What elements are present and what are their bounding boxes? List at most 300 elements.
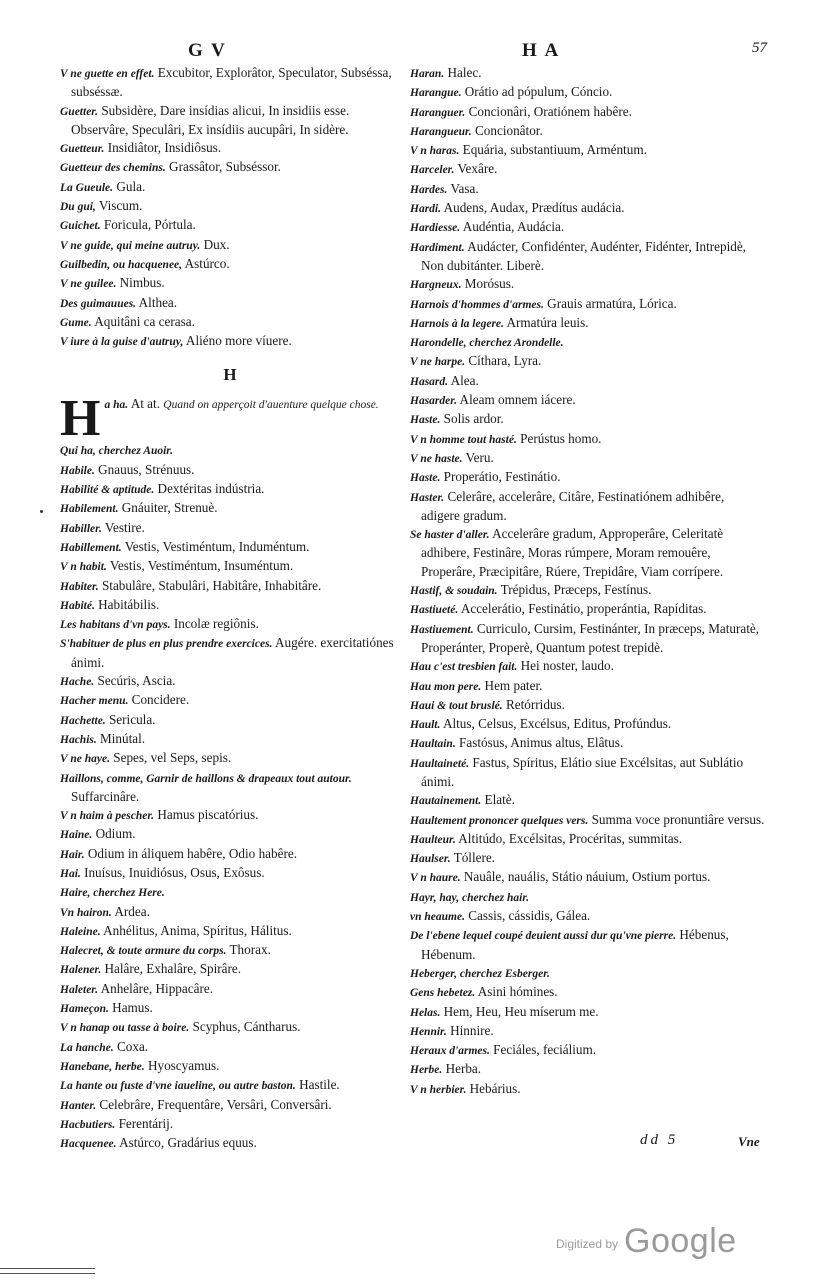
dictionary-entry [60, 1096, 400, 1115]
dropcap-letter: H [60, 390, 101, 448]
entry-definition: Grassâtor, Subséssor. [169, 159, 281, 175]
entry-headword: Haulteur. [410, 833, 456, 846]
entry-headword: Des guimauues. [60, 297, 137, 310]
dictionary-entry [60, 596, 400, 615]
entry-headword: Hardi. [410, 203, 441, 216]
entry-headword: Herbe. [410, 1064, 443, 1077]
dictionary-entry [60, 845, 400, 864]
entry-definition: Grauis armatúra, Lórica. [547, 295, 677, 311]
entry-headword: V ne haye. [60, 753, 110, 766]
dictionary-entry [60, 1018, 400, 1037]
left-column [60, 64, 400, 1153]
dictionary-entry [60, 519, 400, 538]
entry-headword: Gume. [60, 316, 92, 329]
entry-headword: Hautainement. [410, 795, 482, 808]
entry-definition: Cíthara, Lyra. [468, 353, 542, 369]
entry-definition: Dextéritas indústria. [157, 481, 265, 497]
entry-headword: V ne haste. [410, 452, 463, 465]
dictionary-entry [410, 811, 765, 830]
entry-definition: Ferentárij. [118, 1115, 174, 1131]
entry-definition: Gnáuiter, Strenuè. [121, 500, 218, 516]
entry-definition: Summa voce pronuntiâre versus. [591, 811, 765, 827]
entry-definition: Sericula. [108, 711, 156, 727]
entry-headword: Hasard. [410, 375, 449, 388]
dictionary-entry [60, 158, 400, 177]
entry-definition: Audácter, Confidénter, Audénter, Fidénter, Intrepidè, Non dubitánter. Liberè. [421, 238, 746, 273]
entry-headword: Hargneux. [410, 279, 462, 292]
dictionary-entry [60, 672, 400, 691]
entry-definition: Armatúra leuis. [506, 314, 589, 330]
dictionary-entry [60, 691, 400, 710]
dictionary-entry [410, 677, 765, 696]
dictionary-entry [410, 430, 765, 449]
dictionary-entry [410, 199, 765, 218]
entry-headword: Qui ha, cherchez Auoir. [60, 445, 174, 458]
entry-headword: Habillement. [60, 541, 122, 554]
entry-definition: Fastósus, Animus altus, Elâtus. [459, 735, 624, 751]
dictionary-entry [410, 141, 765, 160]
entry-headword: Halecret, & toute armure du corps. [60, 945, 227, 958]
dictionary-entry [410, 83, 765, 102]
dictionary-entry [410, 754, 765, 792]
section-heading-h: H [223, 365, 237, 385]
dictionary-entry [410, 600, 765, 619]
dictionary-entry [60, 480, 400, 499]
entry-headword: La Gueule. [60, 181, 114, 194]
dictionary-entry [410, 410, 765, 429]
dictionary-entry [60, 1076, 400, 1095]
entry-headword: Hache. [60, 676, 95, 689]
dictionary-entry [60, 922, 400, 941]
dictionary-entry [60, 730, 400, 749]
entry-headword: Heberger, cherchez Esberger. [410, 967, 550, 980]
dictionary-entry [410, 1060, 765, 1079]
digitized-watermark [556, 1222, 737, 1262]
entry-headword: Hastiueté. [410, 604, 459, 617]
dictionary-entry [410, 295, 765, 314]
entry-definition: Asini hómines. [477, 984, 558, 1000]
dictionary-entry [60, 941, 400, 960]
dictionary-entry [60, 999, 400, 1018]
entry-headword: Haire, cherchez Here. [60, 887, 165, 900]
dictionary-entry [410, 830, 765, 849]
dictionary-entry [410, 1022, 765, 1041]
dictionary-entry [60, 980, 400, 999]
entry-definition: Aleam omnem iácere. [459, 392, 576, 408]
entry-definition: Anhelâre, Hippacâre. [100, 980, 213, 996]
entry-definition: Celerâre, accelerâre, Citâre, Festinatiónem adhibêre, adigere gradum. [421, 488, 725, 523]
entry-note: Quand on apperçoit d'auenture quelque chose. [163, 399, 379, 412]
entry-headword: V iure à la guise d'autruy, [60, 336, 184, 349]
right-column [410, 64, 765, 1099]
entry-headword: V ne harpe. [410, 356, 466, 369]
dictionary-entry [60, 236, 400, 255]
entry-headword: Guetteur. [60, 143, 105, 156]
entry-headword: Harnois d'hommes d'armes. [410, 298, 544, 311]
entry-definition: Audéntia, Audácia. [462, 219, 565, 235]
entry-headword: Habile. [60, 464, 95, 477]
dictionary-entry [60, 499, 400, 518]
entry-headword: Haste. [410, 414, 441, 427]
entry-headword: Haster. [410, 491, 445, 504]
entry-definition: Cassis, cássidis, Gálea. [468, 908, 591, 924]
entry-definition: Augére. exercitatiónes ánimi. [71, 635, 394, 670]
entry-definition: Perústus homo. [520, 430, 602, 446]
entry-definition: Tóllere. [453, 850, 496, 866]
dictionary-entry [410, 488, 765, 526]
entry-headword: Hai. [60, 867, 81, 880]
entry-definition: Altus, Celsus, Excélsus, Editus, Profúndus. [442, 716, 672, 732]
entry-headword: Hastiuement. [410, 623, 474, 636]
entry-definition: Dux. [203, 236, 230, 252]
entry-headword: V n hanap ou tasse à boire. [60, 1022, 190, 1035]
entry-headword: Vn hairon. [60, 906, 112, 919]
entry-headword: Haultaineté. [410, 757, 470, 770]
entry-definition: Orátio ad pópulum, Cóncio. [464, 84, 613, 100]
entry-definition: Concionâri, Oratiónem habêre. [468, 103, 632, 119]
entry-headword: Helas. [410, 1006, 441, 1019]
dictionary-entry [60, 139, 400, 158]
entry-definition: Astúrco. [184, 255, 230, 271]
entry-definition: Anhélitus, Anima, Spíritus, Hálitus. [103, 922, 292, 938]
entry-definition: Altitúdo, Excélsitas, Procéritas, summitas. [458, 830, 683, 846]
dictionary-entry [60, 864, 400, 883]
entry-definition: Hem, Heu, Heu míserum me. [443, 1003, 599, 1019]
dictionary-entry [410, 581, 765, 600]
entry-definition: Suffarcinâre. [71, 788, 140, 804]
entry-headword: V ne guide, qui meine autruy. [60, 239, 201, 252]
entry-definition: Insidiâtor, Insidiôsus. [107, 140, 222, 156]
entry-headword: Se haster d'aller. [410, 529, 490, 542]
entry-definition: Astúrco, Gradárius equus. [119, 1135, 257, 1151]
entry-headword: Harceler. [410, 164, 455, 177]
dictionary-entry [60, 711, 400, 730]
entry-definition: Incolæ regiônis. [173, 616, 259, 632]
entry-headword: Haillons, comme, Garnir de haillons & drapeaux tout autour. [60, 772, 352, 785]
entry-definition: Vasa. [450, 180, 479, 196]
entry-headword: Hardiment. [410, 241, 465, 254]
entry-headword: Haleter. [60, 983, 99, 996]
entry-headword: V ne guette en effet. [60, 68, 155, 80]
entry-definition: Habitábilis. [98, 596, 160, 612]
entry-definition: Vexâre. [457, 161, 498, 177]
entry-headword: Hanter. [60, 1099, 97, 1112]
dictionary-entry [410, 372, 765, 391]
entry-definition: Halâre, Exhalâre, Spirâre. [104, 961, 242, 977]
entry-headword: Haine. [60, 829, 93, 842]
entry-definition: Thorax. [229, 942, 271, 958]
entry-definition: Scyphus, Cántharus. [192, 1019, 301, 1035]
entry-headword: Hacbutiers. [60, 1118, 116, 1131]
entry-headword: Halener. [60, 964, 102, 977]
ink-speck [40, 510, 43, 513]
entry-headword: Guetteur des chemins. [60, 162, 166, 175]
entry-definition: At at. [130, 396, 160, 412]
dictionary-entry [410, 525, 765, 581]
entry-definition: Odium. [95, 826, 136, 842]
entry-definition: Stabulâre, Stabulâri, Habitâre, Inhabitâre. [101, 577, 322, 593]
dictionary-entry [60, 178, 400, 197]
entry-headword: Hastif, & soudain. [410, 585, 498, 598]
entry-definition: Celebrâre, Frequentâre, Versâri, Conversâri. [99, 1096, 332, 1112]
entry-definition: Vestis, Vestiméntum, Induméntum. [124, 538, 310, 554]
entry-definition: Nauâle, nauális, Státio náuium, Ostium portus. [463, 869, 711, 885]
entry-definition: Minútal. [100, 730, 146, 746]
dictionary-entry [60, 274, 400, 293]
dictionary-entry [410, 983, 765, 1002]
entry-headword: Haultain. [410, 738, 456, 751]
dictionary-entry [60, 294, 400, 313]
entry-headword: Habité. [60, 599, 95, 612]
dictionary-entry [60, 1115, 400, 1134]
entry-definition: Alea. [450, 372, 479, 388]
entry-definition: Morósus. [464, 276, 515, 292]
entry-definition: Equária, substantiuum, Arméntum. [462, 142, 647, 158]
entry-headword: Haultement prononcer quelques vers. [410, 814, 589, 827]
dictionary-entry [410, 160, 765, 179]
page-number: 57 [752, 40, 767, 56]
dictionary-entry [60, 197, 400, 216]
entry-headword: S'habituer de plus en plus prendre exercices. [60, 638, 273, 651]
entry-headword: Hau mon pere. [410, 680, 482, 693]
entry-definition: Hastile. [299, 1077, 340, 1093]
dictionary-entry [60, 883, 400, 902]
entry-definition: Audens, Audax, Prædítus audácia. [443, 200, 625, 216]
dictionary-entry [60, 903, 400, 922]
left-column-h-entries [60, 441, 400, 1153]
dictionary-entry [410, 791, 765, 810]
dictionary-entry [60, 64, 400, 102]
entry-definition: Fastus, Spíritus, Elátio siue Excélsitas, aut Sublátio ánimi. [421, 754, 744, 789]
entry-headword: Hair. [60, 848, 85, 861]
entry-definition: Hamus piscatórius. [157, 807, 259, 823]
entry-headword: V n haim à pescher. [60, 810, 155, 823]
entry-definition: Concionâtor. [474, 122, 543, 138]
catchword: Vne [738, 1134, 760, 1149]
entry-headword: Hau c'est tresbien fait. [410, 661, 518, 674]
entry-headword: Guichet. [60, 220, 101, 233]
dictionary-entry [60, 255, 400, 274]
dictionary-entry [410, 620, 765, 658]
dictionary-entry [60, 577, 400, 596]
entry-definition: Hinnire. [450, 1022, 494, 1038]
entry-headword: V n haure. [410, 872, 461, 885]
entry-headword: Gens hebetez. [410, 987, 476, 1000]
entry-definition: Ardea. [114, 903, 150, 919]
dictionary-entry [410, 907, 765, 926]
entry-definition: Odium in áliquem habêre, Odio habêre. [87, 845, 298, 861]
dictionary-entry [410, 888, 765, 907]
dictionary-entry [60, 538, 400, 557]
entry-headword: Hardes. [410, 183, 448, 196]
entry-headword: Haste. [410, 472, 441, 485]
dictionary-entry [410, 352, 765, 371]
dictionary-entry [60, 769, 400, 807]
entry-headword: Harondelle, cherchez Arondelle. [410, 337, 564, 350]
entry-definition: Inuísus, Inuidiósus, Osus, Exôsus. [84, 864, 265, 880]
dictionary-entry [60, 313, 400, 332]
signature-mark: dd 5 [640, 1132, 679, 1148]
entry-headword: Du gui, [60, 201, 96, 214]
entry-headword: Haulser. [410, 853, 451, 866]
entry-definition: Vestis, Vestiméntum, Insuméntum. [109, 558, 294, 574]
entry-definition: Veru. [465, 449, 494, 465]
google-logo: Google [624, 1222, 737, 1260]
dictionary-entry [60, 332, 400, 351]
dictionary-entry [410, 122, 765, 141]
entry-headword: La hante ou fuste d'vne iaueline, ou autre baston. [60, 1080, 296, 1093]
dictionary-entry [60, 634, 400, 672]
entry-definition: Hébenus, Hébenum. [421, 927, 729, 962]
header-right-letters: H A [522, 40, 561, 61]
dictionary-entry [60, 806, 400, 825]
dictionary-entry [410, 333, 765, 352]
entry-definition: Hamus. [112, 1000, 153, 1016]
entry-definition: Elatè. [484, 792, 515, 808]
entry-definition: Hebárius. [469, 1080, 521, 1096]
header-left-letters: G V [188, 40, 227, 61]
dictionary-entry [410, 734, 765, 753]
entry-definition: Herba. [445, 1061, 482, 1077]
dictionary-entry [60, 216, 400, 235]
entry-headword: Harnois à la legere. [410, 317, 504, 330]
first-entry-text [60, 395, 400, 414]
entry-definition: Althea. [138, 294, 178, 310]
dictionary-entry [410, 64, 765, 83]
entry-definition: Solis ardor. [443, 411, 504, 427]
entry-definition: Viscum. [98, 198, 143, 214]
entry-headword: V n herbier. [410, 1083, 467, 1096]
entry-headword: V n homme tout hasté. [410, 433, 517, 446]
entry-definition: Accelerátio, Festinátio, properántia, Rapíditas. [460, 601, 707, 617]
digitized-prefix: Digitized by [556, 1237, 619, 1251]
entry-headword: Harangueur. [410, 125, 472, 138]
entry-headword: De l'ebene lequel coupé deuient aussi dur qu'vne pierre. [410, 930, 677, 943]
dictionary-entry [60, 557, 400, 576]
dictionary-entry [60, 749, 400, 768]
h-first-entry [60, 390, 400, 448]
entry-headword: Hanebane, herbe. [60, 1060, 145, 1073]
entry-definition: Accelerâre gradum, Approperâre, Celeritatè adhibere, Festinâre, Moras rúmpere, Moram remouêre, Properâre, Præcipitâre, Rúere, Trepidâre, Viam corrípere. [421, 526, 724, 579]
dictionary-entry [410, 849, 765, 868]
dictionary-entry [410, 180, 765, 199]
entry-headword: Haleine. [60, 925, 101, 938]
dictionary-entry [410, 657, 765, 676]
dictionary-entry [60, 1057, 400, 1076]
dictionary-entry [60, 1038, 400, 1057]
entry-definition: Gnauus, Strénuus. [98, 461, 195, 477]
dictionary-entry [410, 391, 765, 410]
dictionary-entry [410, 696, 765, 715]
entry-definition: Nimbus. [119, 275, 165, 291]
dictionary-entry [60, 102, 400, 140]
entry-headword: Habiter. [60, 580, 99, 593]
dictionary-entry [60, 615, 400, 634]
entry-headword: Hacher menu. [60, 695, 129, 708]
entry-headword: Hault. [410, 719, 441, 732]
entry-headword: Hachette. [60, 714, 106, 727]
dictionary-entry [410, 449, 765, 468]
dictionary-entry [410, 218, 765, 237]
dictionary-entry [410, 715, 765, 734]
dictionary-entry [60, 461, 400, 480]
entry-definition: Foricula, Pórtula. [103, 217, 196, 233]
dictionary-entry [410, 468, 765, 487]
entry-headword: Hennir. [410, 1025, 447, 1038]
entry-headword: Guilbedin, ou hacquenee, [60, 258, 183, 271]
running-header [0, 40, 838, 66]
entry-headword: Harangue. [410, 87, 462, 100]
entry-definition: Curriculo, Cursim, Festinánter, In præceps, Maturatè, Properánter, Properè, Quantum potest trepidè. [421, 620, 760, 655]
dictionary-entry [410, 868, 765, 887]
entry-headword: Les habitans d'vn pays. [60, 619, 171, 632]
dictionary-entry [60, 960, 400, 979]
entry-headword: Hachis. [60, 733, 97, 746]
entry-definition: Aquitâni ca cerasa. [94, 313, 195, 329]
dictionary-entry [410, 926, 765, 964]
entry-headword: La hanche. [60, 1041, 114, 1054]
entry-definition: Excubitor, Explorâtor, Speculator, Subséssa, subséssæ. [71, 65, 392, 100]
entry-headword: Habilité & aptitude. [60, 484, 155, 497]
entry-definition: Trépidus, Præceps, Festínus. [500, 582, 652, 598]
entry-definition: Subsidère, Dare insídias alicui, In insidiis esse. Observâre, Speculâri, Ex insídiis aucupâri, In sidère. [71, 102, 350, 137]
entry-definition: Properátio, Festinátio. [443, 469, 561, 485]
dictionary-entry [410, 1041, 765, 1060]
dictionary-entry [410, 238, 765, 276]
entry-headword: Haui & tout bruslé. [410, 699, 503, 712]
entry-headword: Haranguer. [410, 106, 466, 119]
entry-definition: Halec. [447, 65, 482, 80]
entry-headword: vn heaume. [410, 911, 465, 924]
entry-definition: Coxa. [116, 1038, 149, 1054]
entry-definition: Concidere. [131, 692, 190, 708]
entry-headword: Guetter. [60, 105, 99, 118]
left-column-g-entries [60, 64, 400, 351]
dictionary-entry [410, 314, 765, 333]
dictionary-entry [60, 825, 400, 844]
entry-headword: V n habit. [60, 561, 107, 574]
entry-headword: Hacquenee. [60, 1138, 117, 1151]
entry-definition: Hei noster, laudo. [520, 658, 614, 674]
entry-definition: Feciáles, feciálium. [493, 1042, 597, 1058]
entry-headword: Haran. [410, 68, 445, 80]
entry-definition: Hyoscyamus. [147, 1057, 220, 1073]
entry-definition: Hem pater. [484, 677, 543, 693]
entry-definition: Secúris, Ascia. [97, 673, 176, 689]
entry-headword: Hameçon. [60, 1003, 109, 1016]
dictionary-entry [60, 441, 400, 460]
entry-headword: a ha. [104, 399, 129, 412]
entry-definition: Sepes, vel Seps, sepis. [113, 750, 232, 766]
entry-definition: Retórridus. [505, 696, 565, 712]
entry-headword: Habiller. [60, 522, 102, 535]
entry-definition: Vestire. [104, 519, 145, 535]
entry-headword: V n haras. [410, 145, 460, 158]
entry-definition: Gula. [116, 178, 146, 194]
dictionary-entry [410, 1080, 765, 1099]
dictionary-entry [410, 103, 765, 122]
dictionary-entry [410, 1003, 765, 1022]
entry-headword: Habilement. [60, 503, 119, 516]
entry-headword: Hayr, hay, cherchez hair. [410, 891, 530, 904]
dictionary-entry [60, 1134, 400, 1153]
dictionary-entry [410, 964, 765, 983]
dictionary-entry [410, 275, 765, 294]
entry-headword: Hardiesse. [410, 222, 461, 235]
bottom-ruler-edge [0, 1268, 95, 1274]
entry-definition: Aliéno more víuere. [185, 333, 292, 349]
entry-headword: V ne guilee. [60, 278, 117, 291]
